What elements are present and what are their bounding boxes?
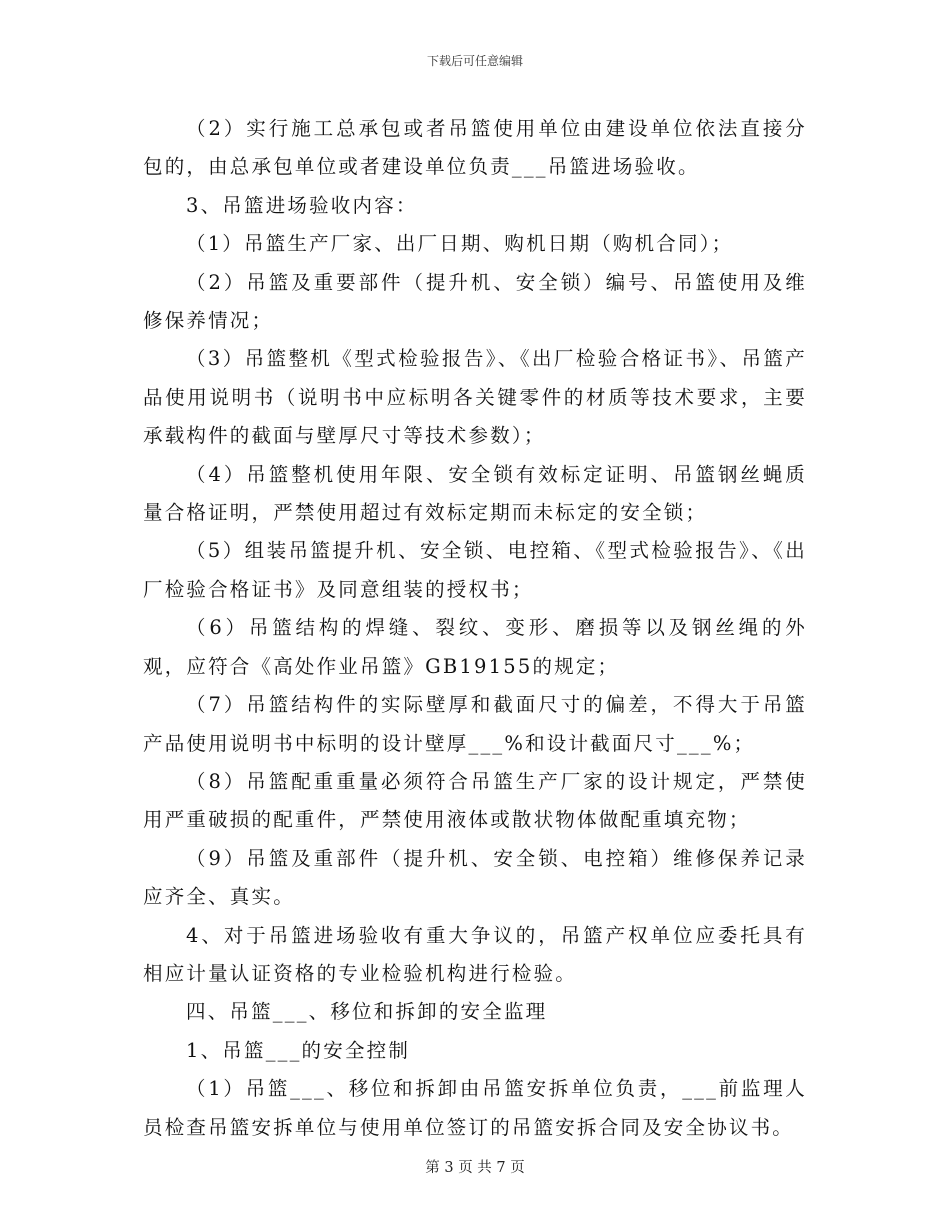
section-heading-four: 四、吊篮___、移位和拆卸的安全监理 (186, 1000, 548, 1024)
subsection-heading-1: 1、吊篮___的安全控制 (186, 1038, 411, 1062)
paragraph-item-6: （6）吊篮结构的焊缝、裂纹、变形、磨损等以及钢丝绳的外观，应符合《高处作业吊篮》GB19155的规定； (143, 616, 807, 678)
paragraph-item-5: （5）组装吊篮提升机、安全锁、电控箱、《型式检验报告》、《出厂检验合格证书》及同意组装的授权书； (143, 539, 807, 601)
paragraph-item-2: （2）吊篮及重要部件（提升机、安全锁）编号、吊篮使用及维修保养情况； (143, 270, 807, 333)
page-header: 下载后可任意编辑 (426, 54, 523, 68)
paragraph-item-1: （1）吊篮生产厂家、出厂日期、购机日期（购机合同）； (186, 232, 734, 256)
document-body (143, 110, 807, 1147)
paragraph-item-8: （8）吊篮配重重量必须符合吊篮生产厂家的设计规定，严禁使用严重破损的配重件，严禁使用液体或散状物体做配重填充物； (143, 769, 807, 832)
page-number-footer: 第 3 页 共 7 页 (425, 1160, 525, 1176)
paragraph-item-4: （4）吊篮整机使用年限、安全锁有效标定证明、吊篮钢丝蝇质量合格证明，严禁使用超过有效标定期而未标定的安全锁； (143, 462, 807, 525)
paragraph-item-9: （9）吊篮及重部件（提升机、安全锁、电控箱）维修保养记录应齐全、真实。 (143, 846, 807, 909)
heading-acceptance-content: 3、吊篮进场验收内容： (186, 193, 418, 217)
paragraph-installation-responsibility: （1）吊篮___、移位和拆卸由吊篮安拆单位负责，___前监理人员检查吊篮安拆单位与使用单位签订的吊篮安拆合同及安全协议书。 (143, 1077, 807, 1139)
paragraph-item-3: （3）吊篮整机《型式检验报告》、《出厂检验合格证书》、吊篮产品使用说明书（说明书中应标明各关键零件的材质等技术要求，主要承载构件的截面与壁厚尺寸等技术参数）； (143, 347, 807, 448)
paragraph-item-7: （7）吊篮结构件的实际壁厚和截面尺寸的偏差，不得大于吊篮产品使用说明书中标明的设计壁厚___%和设计截面尺寸___%； (143, 693, 807, 755)
paragraph-dispute-inspection: 4、对于吊篮进场验收有重大争议的，吊篮产权单位应委托具有相应计量认证资格的专业检验机构进行检验。 (143, 923, 807, 985)
paragraph-general-contractor-acceptance: （2）实行施工总承包或者吊篮使用单位由建设单位依法直接分包的，由总承包单位或者建设单位负责___吊篮进场验收。 (143, 117, 807, 179)
